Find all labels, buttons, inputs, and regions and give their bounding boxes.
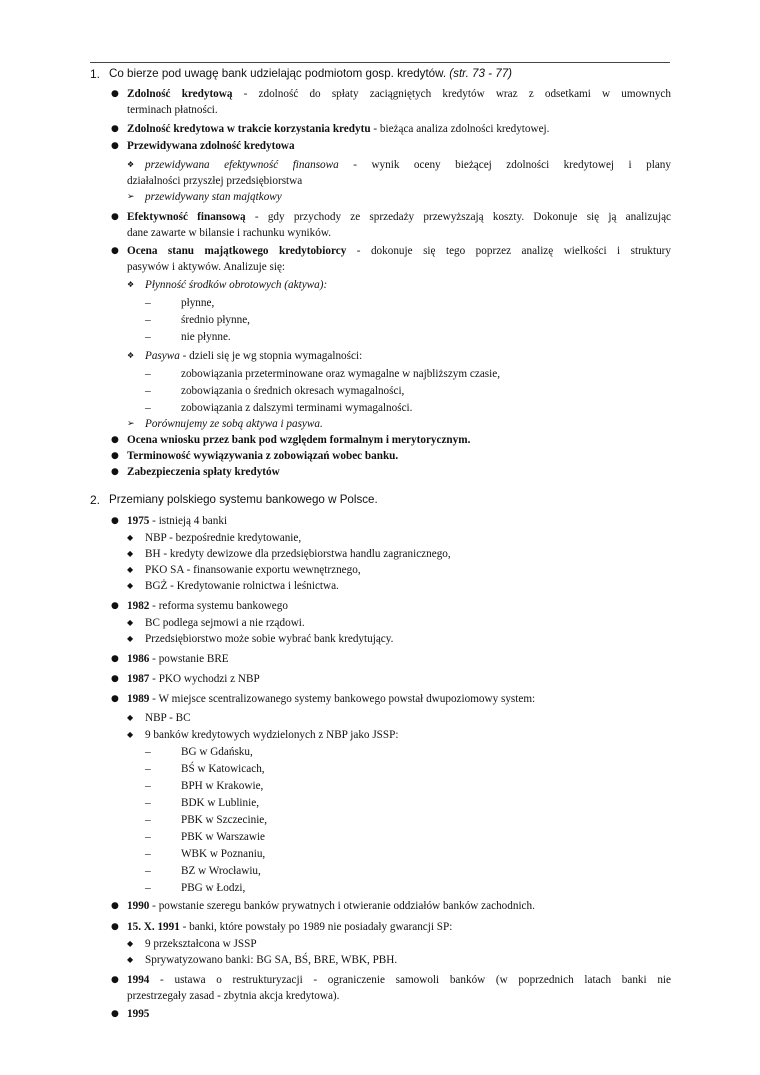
dash-bullet: – bbox=[145, 297, 151, 309]
bank-item: BG w Gdańsku, bbox=[181, 746, 253, 758]
bold-term: 1986 bbox=[127, 653, 150, 665]
bullet-icon: ● bbox=[111, 1009, 119, 1019]
italic-term: przewidywana efektywność finansowa bbox=[145, 159, 339, 171]
year-1987 bbox=[127, 671, 260, 687]
item-ocena-stanu bbox=[127, 243, 671, 259]
item-text-cont: przestrzegały zasad - zbytnia akcja kredytowa). bbox=[127, 990, 340, 1002]
bullet-icon: ● bbox=[111, 601, 119, 611]
item-text: - ustawa o restrukturyzacji - ograniczenie samowoli banków (w poprzednich latach banki nie bbox=[149, 974, 671, 986]
bank-item: WBK w Poznaniu, bbox=[181, 848, 266, 860]
item-text: - gdy przychody ze sprzedaży przewyższają koszty. Dokonuje się ją analizując bbox=[245, 211, 672, 223]
item-text: - istnieją 4 banki bbox=[149, 515, 228, 527]
item-text: - powstanie szeregu banków prywatnych i otwieranie oddziałów banków zachodnich. bbox=[149, 900, 535, 912]
subitem-efektywnosc bbox=[145, 157, 671, 173]
item-text: - PKO wychodzi z NBP bbox=[149, 673, 260, 685]
list-item: Sprywatyzowano banki: BG SA, BŚ, BRE, WBK, PBH. bbox=[145, 954, 398, 966]
bold-term: 15. X. 1991 bbox=[127, 921, 180, 933]
item-text-cont: dane zawarte w bilansie i rachunku wyników. bbox=[127, 227, 331, 239]
dash-bullet: – bbox=[145, 763, 151, 775]
item-zabezpieczenia: Zabezpieczenia spłaty kredytów bbox=[127, 466, 280, 478]
bullet-icon: ● bbox=[111, 246, 119, 256]
item-ocena-wniosku: Ocena wniosku przez bank pod względem formalnym i merytorycznym. bbox=[127, 434, 471, 446]
section-2-number: 2. bbox=[90, 493, 101, 507]
subitem-pasywa bbox=[145, 348, 362, 364]
bank-item: PBK w Warszawie bbox=[181, 831, 266, 843]
dash-bullet: – bbox=[145, 831, 151, 843]
diamond-bullet-icon: ◆ bbox=[127, 939, 134, 948]
arrow-bullet-icon: ➢ bbox=[127, 419, 135, 429]
bank-item: BPH w Krakowie, bbox=[181, 780, 264, 792]
diamond-bullet-icon: ◆ bbox=[127, 581, 134, 590]
diamond-bullet-icon: ◆ bbox=[127, 533, 134, 542]
diamond-bullet-icon: ❖ bbox=[127, 280, 135, 289]
bold-term: 1990 bbox=[127, 900, 150, 912]
section-1-title bbox=[109, 66, 512, 82]
year-1995: 1995 bbox=[127, 1008, 150, 1020]
year-1986 bbox=[127, 651, 229, 667]
list-item: Przedsiębiorstwo może sobie wybrać bank kredytujący. bbox=[145, 633, 394, 645]
italic-term: Pasywa bbox=[145, 350, 180, 362]
bullet-icon: ● bbox=[111, 89, 119, 99]
section-1-title-text: Co bierze pod uwagę bank udzielając podmiotom gosp. kredytów. bbox=[109, 67, 447, 80]
item-text-cont: działalności przyszłej przedsiębiorstwa bbox=[127, 175, 303, 187]
dash-bullet: – bbox=[145, 314, 151, 326]
section-1-number: 1. bbox=[90, 67, 101, 81]
diamond-bullet-icon: ◆ bbox=[127, 549, 134, 558]
dash-bullet: – bbox=[145, 814, 151, 826]
bold-term: Zdolność kredytową bbox=[127, 88, 233, 100]
year-1989 bbox=[127, 691, 535, 707]
bullet-icon: ● bbox=[111, 674, 119, 684]
bold-term: 1989 bbox=[127, 693, 150, 705]
list-item: zobowiązania przeterminowane oraz wymagalne w najbliższym czasie, bbox=[181, 368, 501, 380]
list-item: NBP - BC bbox=[145, 712, 191, 724]
top-rule bbox=[90, 62, 670, 63]
list-item: średnio płynne, bbox=[181, 314, 250, 326]
subitem-porownujemy: Porównujemy ze sobą aktywa i pasywa. bbox=[145, 418, 323, 430]
item-text: - W miejsce scentralizowanego systemy bankowego powstał dwupoziomowy system: bbox=[149, 693, 536, 705]
diamond-bullet-icon: ◆ bbox=[127, 713, 134, 722]
section-2-title: Przemiany polskiego systemu bankowego w Polsce. bbox=[109, 493, 378, 506]
year-1991 bbox=[127, 919, 452, 935]
item-text: - reforma systemu bankowego bbox=[149, 600, 288, 612]
year-1990 bbox=[127, 898, 535, 914]
section-1-pages: (str. 73 - 77) bbox=[449, 67, 513, 80]
bullet-icon: ● bbox=[111, 654, 119, 664]
bold-term: 1994 bbox=[127, 974, 150, 986]
item-zdolnosc-kredytowa bbox=[127, 86, 671, 102]
dash-bullet: – bbox=[145, 865, 151, 877]
dash-bullet: – bbox=[145, 402, 151, 414]
year-1982 bbox=[127, 598, 288, 614]
list-item: BH - kredyty dewizowe dla przedsiębiorstwa handlu zagranicznego, bbox=[145, 548, 451, 560]
bold-term: Efektywność finansową bbox=[127, 211, 246, 223]
bank-item: BZ w Wrocławiu, bbox=[181, 865, 261, 877]
list-item: BGŻ - Kredytowanie rolnictwa i leśnictwa. bbox=[145, 580, 339, 592]
list-item: NBP - bezpośrednie kredytowanie, bbox=[145, 532, 302, 544]
bank-item: BŚ w Katowicach, bbox=[181, 763, 265, 775]
dash-bullet: – bbox=[145, 882, 151, 894]
bullet-icon: ● bbox=[111, 975, 119, 985]
list-item: 9 banków kredytowych wydzielonych z NBP jako JSSP: bbox=[145, 729, 399, 741]
list-item: PKO SA - finansowanie exportu wewnętrznego, bbox=[145, 564, 361, 576]
item-zdolnosc-w-trakcie bbox=[127, 121, 549, 137]
year-1975 bbox=[127, 513, 227, 529]
subitem-plynnosc: Płynność środków obrotowych (aktywa): bbox=[145, 279, 328, 291]
list-item: BC podlega sejmowi a nie rządowi. bbox=[145, 617, 305, 629]
list-item: zobowiązania o średnich okresach wymagalności, bbox=[181, 385, 405, 397]
dash-bullet: – bbox=[145, 368, 151, 380]
subitem-stan-majatkowy: przewidywany stan majątkowy bbox=[145, 191, 282, 203]
bullet-icon: ● bbox=[111, 516, 119, 526]
bold-term: 1987 bbox=[127, 673, 150, 685]
dash-bullet: – bbox=[145, 331, 151, 343]
bullet-icon: ● bbox=[111, 212, 119, 222]
bank-item: PBG w Łodzi, bbox=[181, 882, 246, 894]
dash-bullet: – bbox=[145, 848, 151, 860]
bold-term: 1975 bbox=[127, 515, 150, 527]
item-text: - wynik oceny bieżącej zdolności kredytowej i plany bbox=[338, 159, 671, 171]
bullet-icon: ● bbox=[111, 141, 119, 151]
item-text: - banki, które powstały po 1989 nie posiadały gwarancji SP: bbox=[179, 921, 453, 933]
item-text: - dzieli się je wg stopnia wymagalności: bbox=[179, 350, 363, 362]
item-terminowosc: Terminowość wywiązywania z zobowiązań wobec banku. bbox=[127, 450, 399, 462]
bold-term: 1982 bbox=[127, 600, 150, 612]
bank-item: BDK w Lublinie, bbox=[181, 797, 259, 809]
bullet-icon: ● bbox=[111, 435, 119, 445]
dash-bullet: – bbox=[145, 780, 151, 792]
item-text: - dokonuje się tego poprzez analizę wielkości i struktury bbox=[346, 245, 672, 257]
diamond-bullet-icon: ◆ bbox=[127, 730, 134, 739]
dash-bullet: – bbox=[145, 746, 151, 758]
list-item: zobowiązania z dalszymi terminami wymagalności. bbox=[181, 402, 413, 414]
bullet-icon: ● bbox=[111, 124, 119, 134]
list-item: płynne, bbox=[181, 297, 215, 309]
diamond-bullet-icon: ❖ bbox=[127, 351, 135, 360]
dash-bullet: – bbox=[145, 797, 151, 809]
list-item: 9 przekształcona w JSSP bbox=[145, 938, 257, 950]
bullet-icon: ● bbox=[111, 922, 119, 932]
dash-bullet: – bbox=[145, 385, 151, 397]
diamond-bullet-icon: ◆ bbox=[127, 565, 134, 574]
list-item: nie płynne. bbox=[181, 331, 231, 343]
bullet-icon: ● bbox=[111, 467, 119, 477]
item-efektywnosc bbox=[127, 209, 671, 225]
bullet-icon: ● bbox=[111, 451, 119, 461]
year-1994 bbox=[127, 972, 671, 988]
bullet-icon: ● bbox=[111, 694, 119, 704]
bank-item: PBK w Szczecinie, bbox=[181, 814, 268, 826]
bullet-icon: ● bbox=[111, 901, 119, 911]
diamond-bullet-icon: ◆ bbox=[127, 634, 134, 643]
diamond-bullet-icon: ❖ bbox=[127, 160, 135, 169]
item-przewidywana: Przewidywana zdolność kredytowa bbox=[127, 140, 295, 152]
item-text: - powstanie BRE bbox=[149, 653, 229, 665]
arrow-bullet-icon: ➢ bbox=[127, 192, 135, 202]
item-text-cont: pasywów i aktywów. Analizuje się: bbox=[127, 261, 286, 273]
diamond-bullet-icon: ◆ bbox=[127, 618, 134, 627]
bold-term: Ocena stanu majątkowego kredytobiorcy bbox=[127, 245, 347, 257]
bold-term: Zdolność kredytowa w trakcie korzystania kredytu bbox=[127, 123, 371, 135]
item-text: - bieżąca analiza zdolności kredytowej. bbox=[370, 123, 550, 135]
diamond-bullet-icon: ◆ bbox=[127, 955, 134, 964]
item-text-cont: terminach płatności. bbox=[127, 104, 218, 116]
item-text: - zdolność do spłaty zaciągniętych kredytów wraz z odsetkami w umownych bbox=[232, 88, 671, 100]
